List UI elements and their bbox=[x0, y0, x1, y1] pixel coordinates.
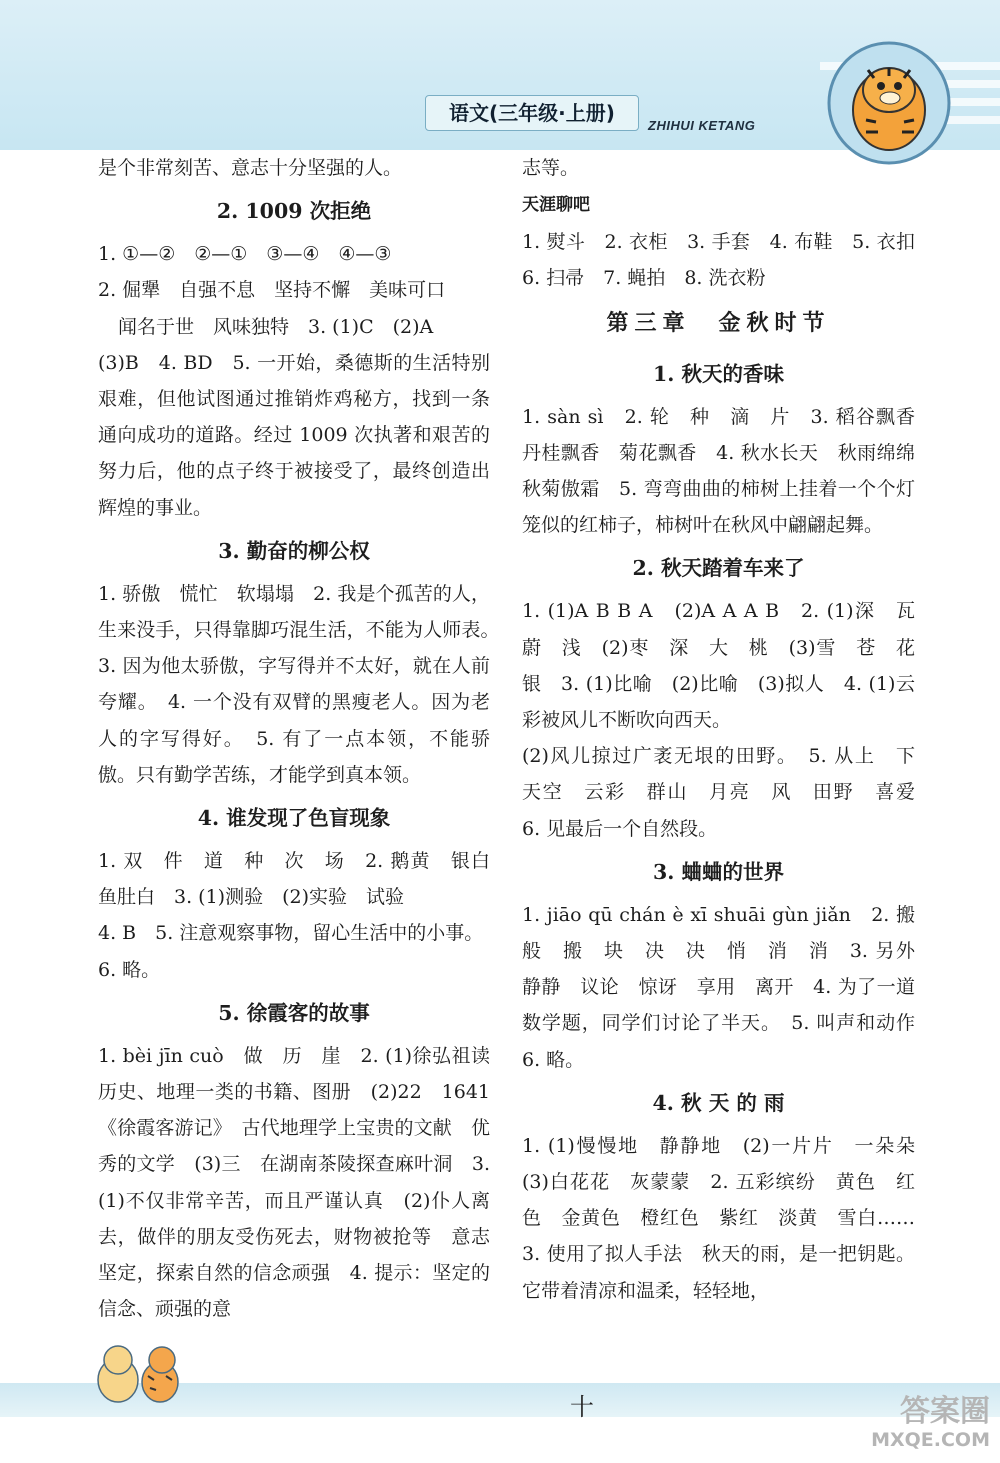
answer-paragraph: 1. bèi jīn cuò 做 历 崖 2. (1)徐弘祖读历史、地理一类的书籍、图册 (2)22 1641 《徐霞客游记》 古代地理学上宝贵的文献 优秀的文学 (3)三 在湖南茶陵探查麻叶洞 3. (1)不仅非常辛苦，而且严谨认真 (2)仆人离去，做伴的朋友受伤死去，财物被抢等 意志坚定，探索自然的信念顽强 4. 提示：坚定的信念、顽强的意 bbox=[98, 1044, 510, 1321]
section-heading: 3. 蛐蛐的世界 bbox=[652, 859, 785, 884]
watermark-url: MXQE.COM bbox=[871, 1429, 990, 1451]
section-heading: 4. 谁发现了色盲现象 bbox=[197, 806, 391, 831]
subsection-label: 天涯聊吧 bbox=[522, 195, 590, 216]
answer-paragraph: 1. (1)慢慢地 静静地 (2)一片片 一朵朵 (3)白花花 灰蒙蒙 2. 五彩缤纷 黄色 红色 金黄色 橙红色 紫红 淡黄 雪白…… 3. 使用了拟人手法 秋天的雨，是一把钥匙。它带着清凉和温柔，轻轻地， bbox=[522, 1134, 935, 1302]
answer-paragraph: 1. sàn sì 2. 轮 种 滴 片 3. 稻谷飘香 丹桂飘香 菊花飘香 4. 秋水长天 秋雨绵绵 秋菊傲霜 5. 弯弯曲曲的柿树上挂着一个个灯笼似的红柿子，柿树叶在秋风中翩翩起舞。 bbox=[522, 405, 935, 537]
watermark-logo: 答案圈 bbox=[900, 1394, 990, 1429]
tiger-mascot-illustration bbox=[826, 40, 952, 166]
right-column bbox=[522, 150, 935, 1309]
watermark bbox=[871, 1394, 990, 1454]
answer-paragraph: 1. 骄傲 慌忙 软塌塌 2. 我是个孤苦的人，生来没手，只得靠脚巧混生活，不能为人师表。 3. 因为他太骄傲，字写得并不太好，就在人前夸耀。 4. 一个没有双臂的黑瘦老人。因为老人的字写得好。 5. 有了一点本领，不能骄傲。只有勤学苦练，才能学到真本领。 bbox=[98, 582, 510, 786]
left-column bbox=[98, 150, 510, 1327]
answer-paragraph: 4. B 5. 注意观察事物，留心生活中的小事。 bbox=[98, 922, 484, 945]
cartoon-characters-illustration bbox=[88, 1338, 198, 1420]
answer-paragraph: 1. (1)A B B A (2)A A A B 2. (1)深 瓦 蔚 浅 (2)枣 深 大 桃 (3)雪 苍 花 银 3. (1)比喻 (2)比喻 (3)拟人 4. (1)云彩被风儿不断吹向西天。 bbox=[522, 600, 935, 732]
answer-paragraph: 1. 熨斗 2. 衣柜 3. 手套 4. 布鞋 5. 衣扣 6. 扫帚 7. 蝇拍 8. 洗衣粉 bbox=[522, 231, 935, 290]
answer-paragraph: 志等。 bbox=[522, 157, 580, 179]
section-heading: 4. 秋 天 的 雨 bbox=[652, 1090, 785, 1115]
answer-paragraph: (3)B 4. BD 5. 一开始，桑德斯的生活特别艰难，但他试图通过推销炸鸡秘方，找到一条通向成功的道路。经过 1009 次执著和艰苦的努力后，他的点子终于被接受了，最终创造出辉煌的事业。 bbox=[98, 351, 490, 519]
subject-label: 语文(三年级·上册) bbox=[425, 95, 639, 131]
answer-paragraph: 是个非常刻苦、意志十分坚强的人。 bbox=[98, 157, 403, 179]
page-number: 十 bbox=[570, 1395, 594, 1421]
chapter-heading: 第三章 金秋时节 bbox=[606, 309, 831, 336]
answer-paragraph: 闻名于世 风味独特 3. (1)C (2)A bbox=[118, 315, 434, 338]
answer-paragraph: 1. ①—② ②—① ③—④ ④—③ bbox=[98, 243, 392, 266]
section-heading: 2. 1009 次拒绝 bbox=[216, 199, 372, 224]
section-heading: 3. 勤奋的柳公权 bbox=[218, 538, 370, 563]
brand-label: ZHIHUI KETANG bbox=[648, 118, 756, 133]
section-heading: 5. 徐霞客的故事 bbox=[218, 1000, 370, 1025]
answer-paragraph: (2)风儿掠过广袤无垠的田野。 5. 从上 下 天空 云彩 群山 月亮 风 田野 喜爱 6. 见最后一个自然段。 bbox=[522, 745, 935, 840]
answer-paragraph: 6. 略。 bbox=[98, 958, 161, 981]
section-heading: 2. 秋天踏着车来了 bbox=[632, 556, 805, 581]
answer-paragraph: 1. 双 件 道 种 次 场 2. 鹅黄 银白 鱼肚白 3. (1)测验 (2)实验 试验 bbox=[98, 850, 510, 909]
answer-paragraph: 1. jiāo qū chán è xī shuāi gùn jiǎn 2. 搬 般 搬 块 决 决 悄 消 消 3. 另外 静静 议论 惊讶 享用 离开 4. 为了一道数学题，同学们讨论了半天。 5. 叫声和动作 6. 略。 bbox=[522, 903, 935, 1071]
section-heading: 1. 秋天的香味 bbox=[652, 361, 785, 386]
answer-paragraph: 2. 倔犟 自强不息 坚持不懈 美味可口 bbox=[98, 279, 446, 302]
